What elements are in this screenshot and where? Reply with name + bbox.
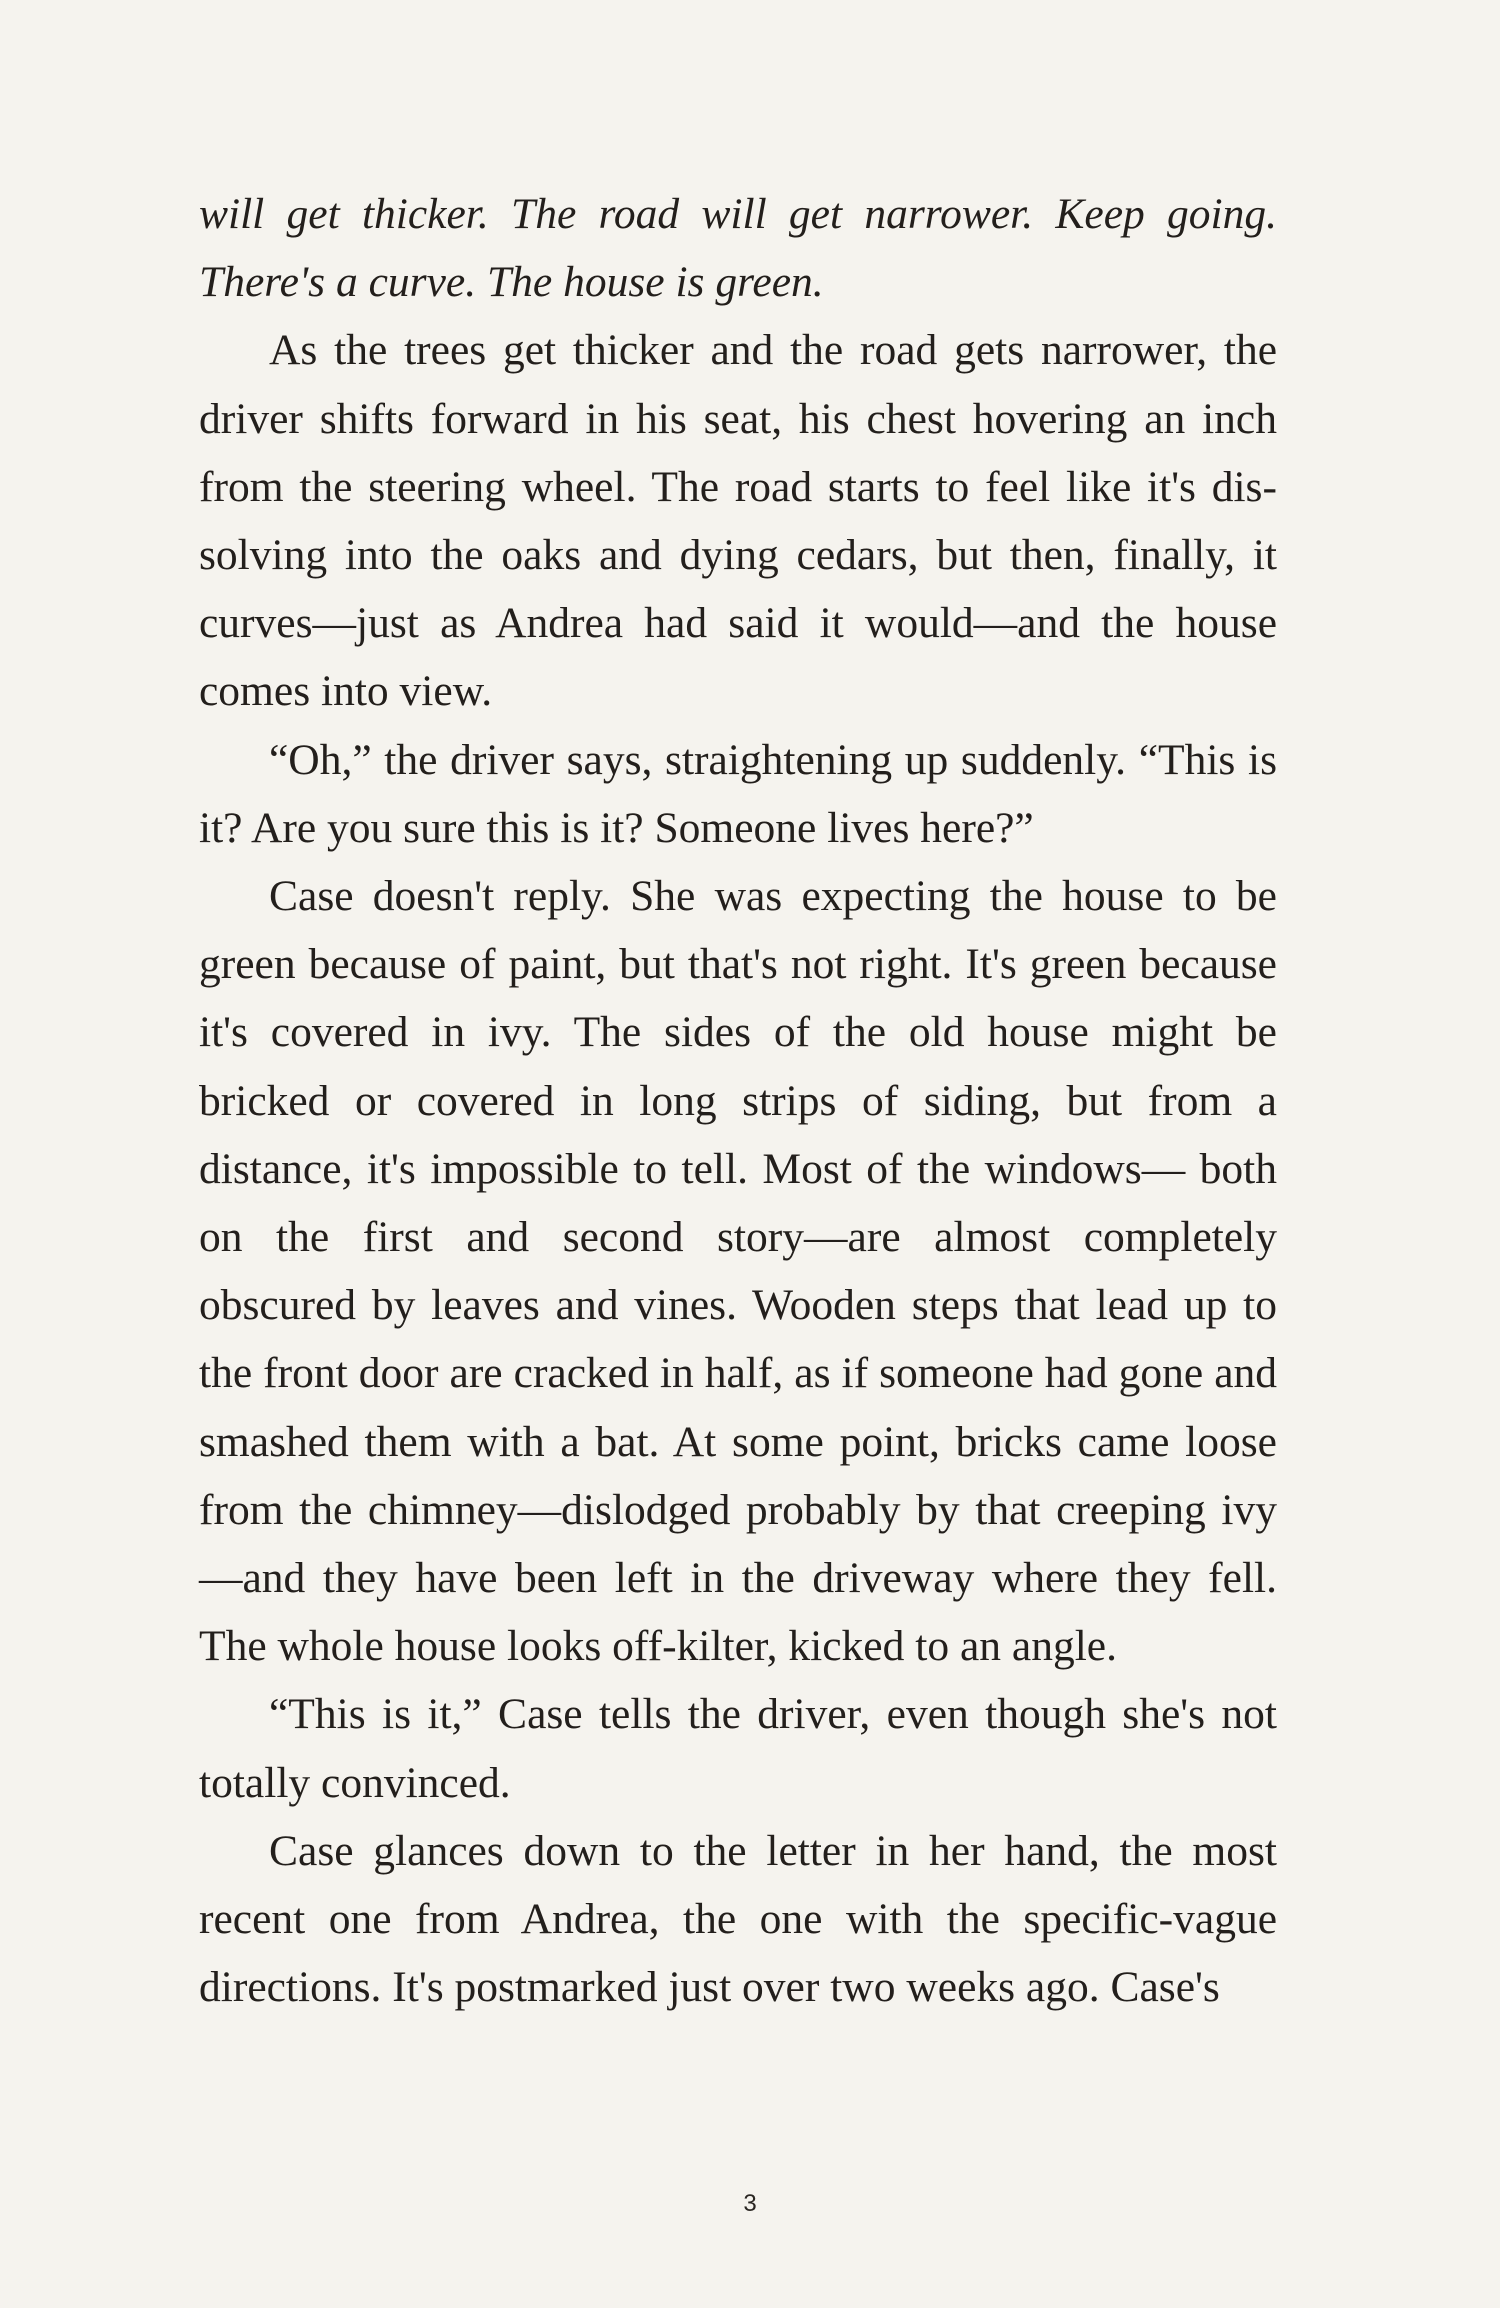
paragraph-house-description: Case doesn't reply. She was expecting the house to be green because of paint, but that's not right. It's green because it's covered in ivy. The sides of the old house might be bricked or covered in long strips of siding, but from a distance, it's impossible to tell. Most of the windows— both on the first and second story—are almost completely obscured by leaves and vines. Wooden steps that lead up to the front door are cracked in half, as if someone had gone and smashed them with a bat. At some point, bricks came loose from the chimney—dislodged probably by that creeping ivy—and they have been left in the driveway where they fell. The whole house looks off-kilter, kicked to an angle.: [199, 872, 1277, 1671]
body-text: [199, 180, 1277, 2021]
paragraph-driver-dialogue: “Oh,” the driver says, straightening up suddenly. “This is it? Are you sure this is it? Someone lives here?”: [199, 735, 1277, 852]
paragraph-driver-approach: As the trees get thicker and the road gets narrower, the driver shifts forward in his seat, his chest hovering an inch from the steering wheel. The road starts to feel like it's dissolving into the oaks and dying cedars, but then, finally, it curves—just as Andrea had said it would—and the house comes into view.: [199, 326, 1277, 716]
paragraph-case-reply: “This is it,” Case tells the driver, even though she's not totally convinced.: [199, 1690, 1277, 1807]
paragraph-letter: Case glances down to the letter in her hand, the most recent one from Andrea, the one with the specific-vague directions. It's postmarked just over two weeks ago. Case's: [199, 1826, 1277, 2012]
page-number: 3: [743, 2190, 757, 2217]
paragraph-italic-directions: will get thicker. The road will get narrower. Keep going. There's a curve. The house is green.: [199, 190, 1277, 307]
